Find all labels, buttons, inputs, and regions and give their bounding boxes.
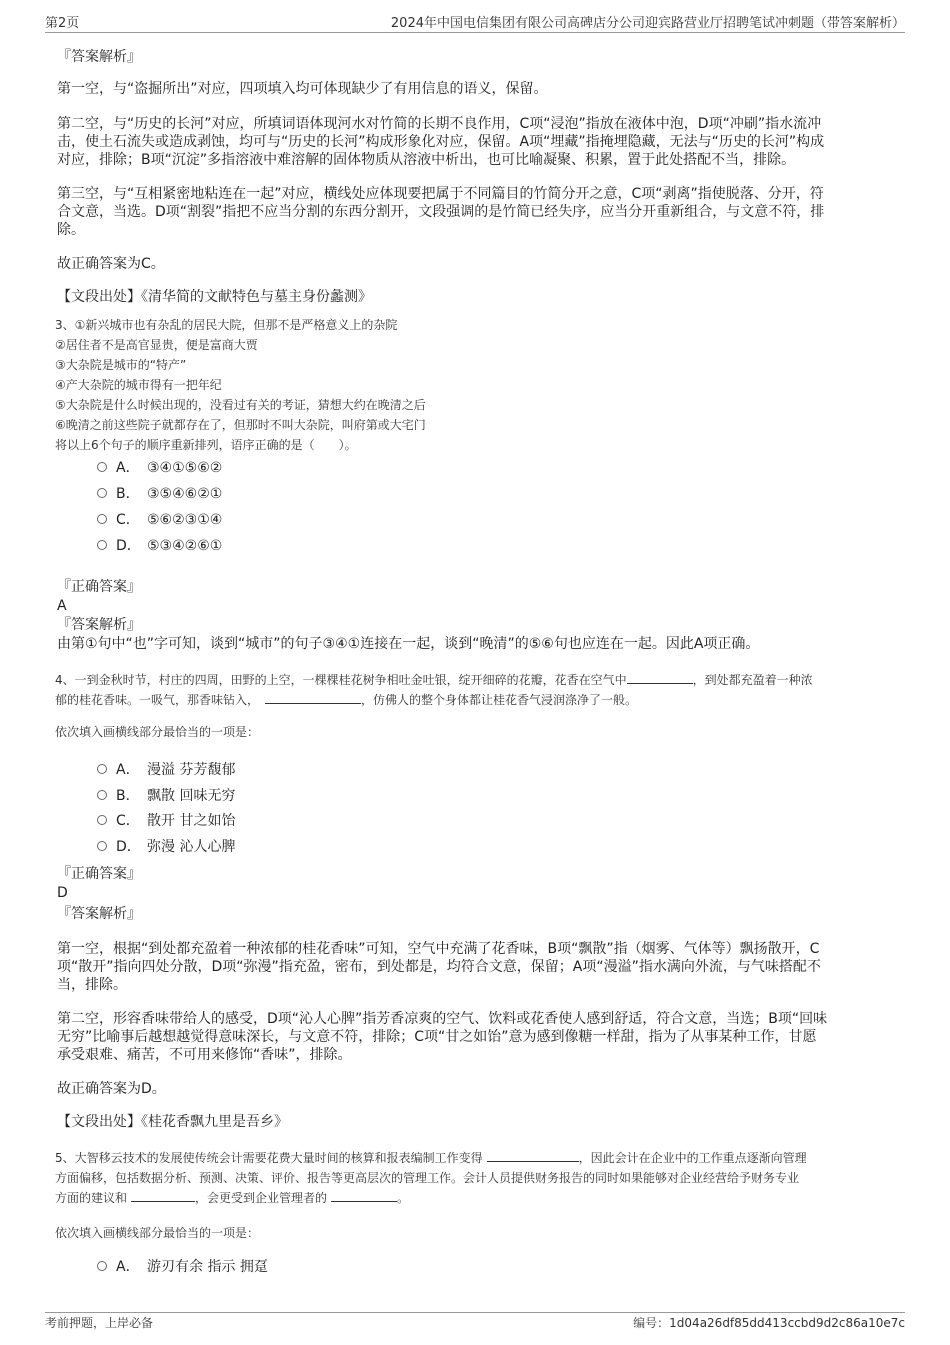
fill-blank[interactable] [487,1149,579,1162]
option-b[interactable]: B． 飘散 回味无穷 [97,786,235,806]
correct-answer: A [57,598,67,614]
analysis-paragraph: 无穷”比喻事后越想越觉得意味深长，与文意不符，排除；C项“甘之如饴”意为感到像糖一样甜，指为了从事某种工作，甘愿 [57,1029,817,1045]
analysis-paragraph: 承受艰难、痛苦，不可用来修饰“香味”，排除。 [57,1047,352,1063]
radio-icon[interactable] [97,488,107,498]
radio-icon[interactable] [97,1261,107,1271]
analysis-paragraph: 第三空，与“互相紧密地粘连在一起”对应，横线处应体现要把属于不同篇目的竹简分开之意，C项“剥离”指使脱落、分开，符 [57,186,824,202]
conclusion: 故正确答案为D。 [57,1081,166,1097]
analysis-paragraph: 由第①句中“也”字可知，谈到“城市”的句子③④①连接在一起，谈到“晚清”的⑤⑥句也应连在一起。因此A项正确。 [57,636,760,652]
analysis-paragraph: 第一空，与“盗掘所出”对应，四项填入均可体现缺少了有用信息的语义，保留。 [57,81,548,97]
option-a[interactable]: A． 游刃有余 指示 拥趸 [97,1257,268,1277]
question-stem: ⑥晚清之前这些院子就都存在了，但那时不叫大杂院，叫府第或大宅门 [55,418,426,432]
question-stem: ⑤大杂院是什么时候出现的，没看过有关的考证，猜想大约在晚清之后 [55,398,426,412]
question-prompt: 依次填入画横线部分最恰当的一项是： [55,1226,260,1240]
header-divider [45,32,905,33]
analysis-paragraph: 合文意，当选。D项“割裂”指把不应当分割的东西分割开，文段强调的是竹简已经失序，应当分开重新组合，与文意不符，排 [57,204,825,220]
question-stem: 3、①新兴城市也有杂乱的居民大院，但那不是严格意义上的杂院 [55,318,398,332]
question-stem: 4、一到金秋时节，村庄的四周，田野的上空，一棵棵桂花树争相吐金吐银，绽开细碎的花瓣，花香在空气中 ，到处都充盈着一种浓 [55,673,813,687]
conclusion: 故正确答案为C。 [57,256,165,272]
option-c[interactable]: C． 散开 甘之如饴 [97,811,235,831]
analysis-label: 『答案解析』 [57,617,141,633]
radio-icon[interactable] [97,815,107,825]
correct-answer: D [57,885,68,901]
analysis-paragraph: 第一空，根据“到处都充盈着一种浓郁的桂花香味”可知，空气中充满了花香味，B项“飘散”指（烟雾、气体等）飘扬散开，C [57,941,820,957]
question-stem: 方面的建议和 ，会更受到企业管理者的 。 [55,1191,410,1205]
footer-divider [45,1312,905,1313]
fill-blank[interactable] [131,1189,195,1202]
question-stem: ④产大杂院的城市得有一把年纪 [55,378,222,392]
option-b[interactable]: B． ③⑤④⑥②① [97,484,222,504]
analysis-label: 『答案解析』 [57,906,141,922]
analysis-paragraph: 对应，排除；B项“沉淀”多指溶液中难溶解的固体物质从溶液中析出，也可比喻凝聚、积累，置于此处搭配不当，排除。 [57,152,796,168]
document-title: 2024年中国电信集团有限公司高碑店分公司迎宾路营业厅招聘笔试冲刺题（带答案解析） [390,16,905,31]
question-stem: 郁的桂花香味。一吸气，那香味钻入， ，仿佛人的整个身体都让桂花香气浸润涤净了一般。 [55,693,638,707]
radio-icon[interactable] [97,764,107,774]
radio-icon[interactable] [97,462,107,472]
correct-answer-label: 『正确答案』 [57,579,141,595]
question-prompt: 将以上6个句子的顺序重新排列，语序正确的是（ ）。 [55,438,357,452]
fill-blank[interactable] [331,1189,397,1202]
document-code: 编号：1d04a26df85dd413ccbd9d2c86a10e7c [633,1316,905,1330]
fill-blank[interactable] [627,671,693,684]
analysis-paragraph: 当，排除。 [57,977,127,993]
radio-icon[interactable] [97,841,107,851]
analysis-label: 『答案解析』 [57,49,141,65]
source-citation: 【文段出处】《清华简的文献特色与墓主身份蠡测》 [57,289,372,305]
question-stem: 5、大智移云技术的发展使传统会计需要花费大量时间的核算和报表编制工作变得 ，因此会计在企业中的工作重点逐渐向管理 [55,1151,807,1165]
analysis-paragraph: 第二空，形容香味带给人的感受，D项“沁人心脾”指芳香凉爽的空气、饮料或花香使人感到舒适，符合文意，当选；B项“回味 [57,1011,828,1027]
analysis-paragraph: 第二空，与“历史的长河”对应，所填词语体现河水对竹简的长期不良作用，C项“浸泡”指放在液体中泡，D项“冲刷”指水流冲 [57,116,822,132]
radio-icon[interactable] [97,790,107,800]
correct-answer-label: 『正确答案』 [57,866,141,882]
page-number: 第2页 [45,16,80,31]
source-citation: 【文段出处】《桂花香飘九里是吾乡》 [57,1114,288,1130]
question-stem: ③大杂院是城市的“特产” [55,358,187,372]
option-a[interactable]: A． ③④①⑤⑥② [97,458,222,478]
radio-icon[interactable] [97,540,107,550]
footer-slogan: 考前押题，上岸必备 [45,1316,154,1330]
radio-icon[interactable] [97,514,107,524]
option-a[interactable]: A． 漫溢 芬芳馥郁 [97,760,235,780]
question-stem: ②居住者不是高官显贵，便是富商大贾 [55,338,258,352]
analysis-paragraph: 除。 [57,222,85,238]
analysis-paragraph: 击，使土石流失或造成剥蚀，均可与“历史的长河”构成形象化对应，保留。A项“埋藏”指掩埋隐藏，无法与“历史的长河”构成 [57,134,825,150]
option-d[interactable]: D． ⑤③④②⑥① [97,536,222,556]
question-prompt: 依次填入画横线部分最恰当的一项是： [55,725,260,739]
analysis-paragraph: 项“散开”指向四处分散，D项“弥漫”指充盈，密布，到处都是，均符合文意，保留；A项“漫溢”指水满向外流，与气味搭配不 [57,959,821,975]
fill-blank[interactable] [265,691,361,704]
option-c[interactable]: C． ⑤⑥②③①④ [97,510,222,530]
option-d[interactable]: D． 弥漫 沁人心脾 [97,837,235,857]
question-stem: 方面偏移，包括数据分析、预测、决策、评价、报告等更高层次的管理工作。会计人员提供财务报告的同时如果能够对企业经营给予财务专业 [55,1171,800,1185]
